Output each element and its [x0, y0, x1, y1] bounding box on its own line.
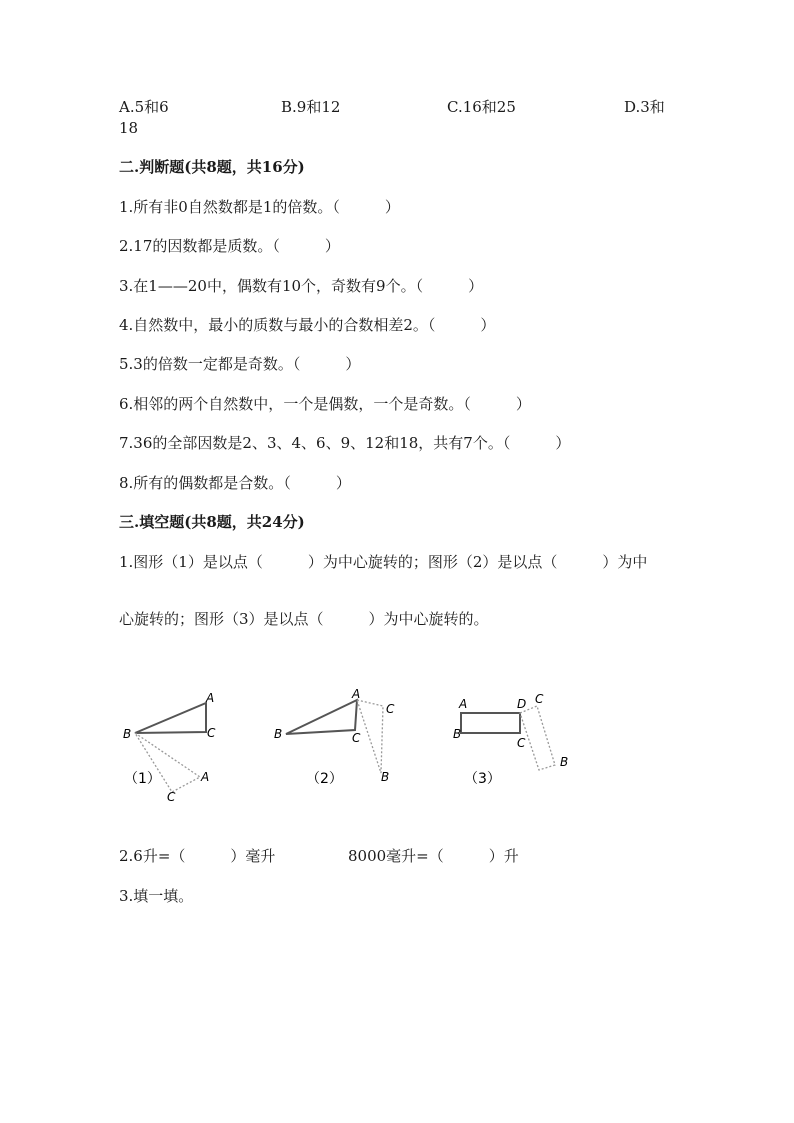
- judge-item-2: 2.17的因数都是质数。（ ）: [119, 237, 340, 255]
- fig1-label-a: A: [206, 691, 215, 705]
- fig1-label-a-rotated: A: [201, 770, 210, 784]
- judge-item-1: 1.所有非0自然数都是1的倍数。（ ）: [119, 198, 400, 216]
- fig2-label-b: B: [274, 727, 283, 741]
- fig2-label-a: A: [352, 687, 361, 701]
- fill-q1-line1: 1.图形（1）是以点（ ）为中心旋转的；图形（2）是以点（ ）为中: [119, 553, 648, 571]
- section-3-title: 三.填空题(共8题，共24分): [119, 513, 305, 531]
- option-a: A.5和6: [119, 98, 169, 116]
- fig3-label-c-rotated: C: [535, 692, 544, 706]
- judge-item-8: 8.所有的偶数都是合数。（ ）: [119, 474, 351, 492]
- fig2-label-c: C: [352, 731, 361, 745]
- fig2-label-b-rotated: B: [381, 770, 390, 784]
- fig3-label-a: A: [459, 697, 468, 711]
- option-d: D.3和: [624, 98, 665, 116]
- fill-q3: 3.填一填。: [119, 887, 194, 905]
- fill-q1-line2: 心旋转的；图形（3）是以点（ ）为中心旋转的。: [119, 610, 489, 628]
- option-d-continuation: 18: [119, 119, 139, 137]
- option-c: C.16和25: [447, 98, 516, 116]
- judge-item-4: 4.自然数中，最小的质数与最小的合数相差2。（ ）: [119, 316, 496, 334]
- judge-item-6: 6.相邻的两个自然数中，一个是偶数，一个是奇数。（ ）: [119, 395, 531, 413]
- figure-3: [453, 692, 568, 787]
- fig3-caption: （3）: [464, 771, 501, 787]
- fig1-label-c: C: [207, 726, 216, 740]
- fig1-label-c-rotated: C: [167, 790, 176, 804]
- judge-item-7: 7.36的全部因数是2、3、4、6、9、12和18，共有7个。（ ）: [119, 434, 571, 452]
- judge-item-5: 5.3的倍数一定都是奇数。（ ）: [119, 355, 361, 373]
- fill-q2-left: 2.6升=（ ）毫升: [119, 847, 276, 865]
- fig3-label-c: C: [517, 736, 526, 750]
- fig1-label-b: B: [123, 727, 132, 741]
- fig3-label-b: B: [453, 727, 462, 741]
- judge-item-3: 3.在1——20中，偶数有10个，奇数有9个。（ ）: [119, 277, 484, 295]
- figure-1: [123, 691, 216, 804]
- fill-q2-right: 8000毫升=（ ）升: [348, 847, 519, 865]
- rotation-figure: [110, 680, 590, 810]
- fig2-label-c-rotated: C: [386, 702, 395, 716]
- fig3-label-d: D: [517, 697, 527, 711]
- option-b: B.9和12: [281, 98, 341, 116]
- section-2-title: 二.判断题(共8题，共16分): [119, 158, 305, 176]
- fig1-caption: （1）: [124, 771, 161, 787]
- fig2-caption: （2）: [306, 771, 343, 787]
- fig3-label-b-rotated: B: [560, 755, 569, 769]
- figure-2: [274, 687, 395, 787]
